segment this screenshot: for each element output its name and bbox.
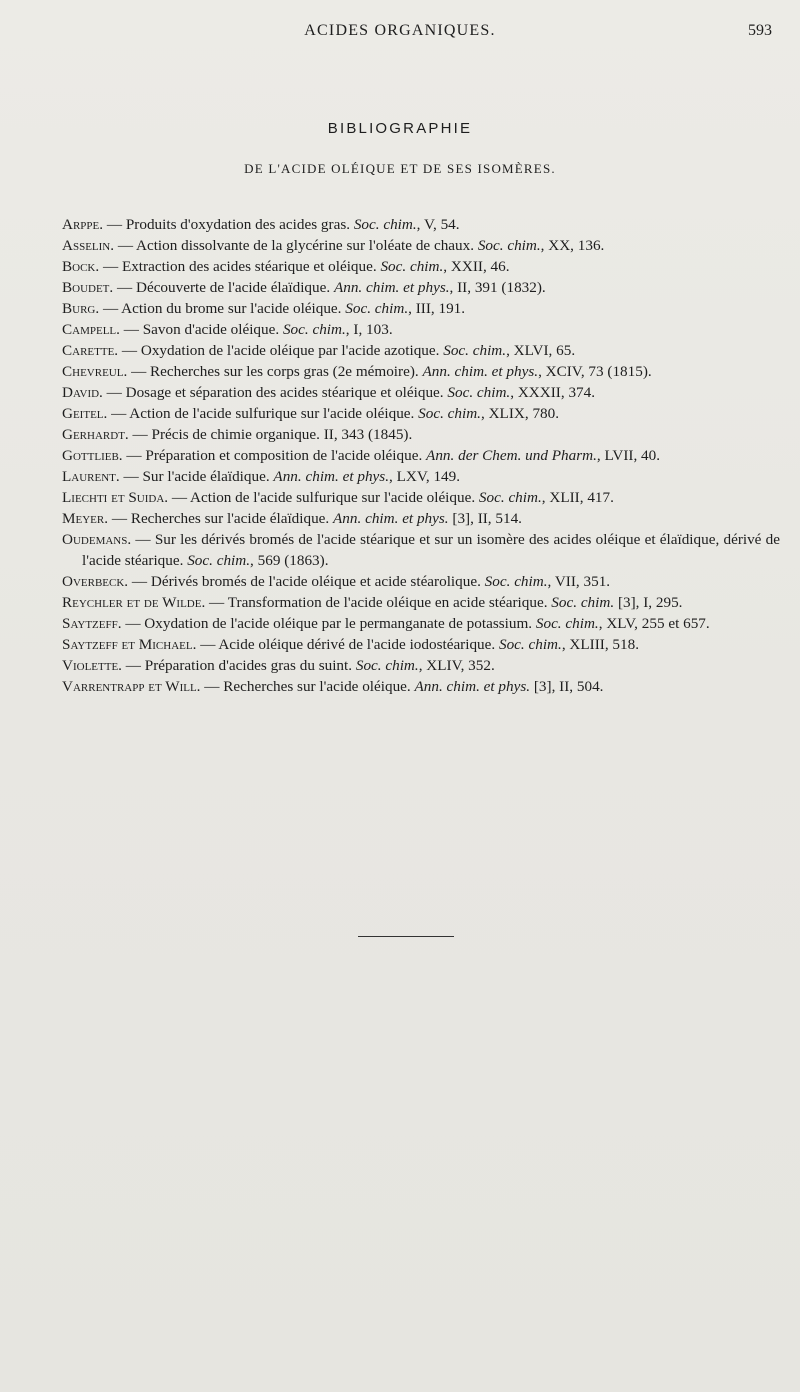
entry-separator: — [99, 258, 122, 275]
bibliography-entry [62, 571, 780, 592]
section-subtitle: DE L'ACIDE OLÉIQUE ET DE SES ISOMÈRES. [244, 161, 556, 176]
entry-author: Asselin. [62, 237, 115, 254]
entry-separator: — [108, 510, 131, 527]
entry-journal: Soc. chim. [443, 342, 507, 359]
entry-reference: , I, 103. [345, 321, 393, 338]
entry-journal: Ann. chim. et phys. [414, 678, 531, 695]
entry-reference: , XCIV, 73 (1815). [538, 363, 652, 380]
entry-reference: , III, 191. [408, 300, 466, 317]
bibliography-entry [62, 424, 780, 445]
entry-separator: — [127, 363, 151, 380]
entry-text: Action du brome sur l'acide oléique. [121, 300, 346, 317]
entry-separator: — [107, 405, 130, 422]
entry-reference: [3], II, 504. [530, 678, 604, 695]
entry-text: Acide oléique dérivé de l'acide iodostéarique. [218, 636, 499, 653]
entry-journal: Ann. der Chem. und Pharm. [426, 447, 597, 464]
closing-rule [358, 936, 454, 937]
entry-separator: — [99, 300, 122, 317]
entry-separator: — [102, 384, 126, 401]
entry-reference: , XLIX, 780. [480, 405, 560, 422]
entry-author: Saytzeff. [62, 615, 122, 632]
entry-reference: , XLIII, 518. [561, 636, 640, 653]
bibliography-entry [62, 235, 780, 256]
entry-reference: , VII, 351. [547, 573, 611, 590]
entry-separator: — [122, 447, 146, 464]
entry-author: Chevreul. [62, 363, 128, 380]
entry-journal: Soc. chim. [484, 573, 548, 590]
entry-separator: — [103, 216, 126, 233]
entry-journal: Soc. chim. [447, 384, 511, 401]
entry-reference: , XX, 136. [540, 237, 605, 254]
entry-reference: , XXII, 46. [443, 258, 510, 275]
entry-journal: Soc. chim. [282, 321, 346, 338]
bibliography-entry [62, 319, 780, 340]
entry-journal: Ann. chim. et phys. [422, 363, 539, 380]
bibliography-entry [62, 445, 780, 466]
bibliography-entry [62, 298, 780, 319]
entry-text: Oxydation de l'acide oléique par le permanganate de potassium. [144, 615, 536, 632]
bibliography-entry [62, 277, 780, 298]
entry-separator: — [131, 531, 155, 548]
entry-author: Gerhardt. [62, 426, 129, 443]
entry-author: Arppe. [62, 216, 104, 233]
entry-text: Oxydation de l'acide oléique par l'acide azotique. [140, 342, 444, 359]
bibliography-entry [62, 340, 780, 361]
entry-reference: , XXXII, 374. [510, 384, 596, 401]
entry-journal: Soc. chim. [418, 405, 481, 422]
entry-journal: Soc. chim. [498, 636, 562, 653]
entry-reference: [3], II, 514. [448, 510, 522, 527]
entry-journal: Soc. chim. [535, 615, 599, 632]
entry-author: Gottlieb. [62, 447, 123, 464]
entry-author: Campell. [62, 321, 120, 338]
entry-author: David. [62, 384, 103, 401]
entry-reference: , LVII, 40. [596, 447, 661, 464]
entry-text: Précis de chimie organique. II, 343 (1845). [151, 426, 413, 443]
entry-reference: , V, 54. [416, 216, 460, 233]
entry-journal: Soc. chim. [380, 258, 444, 275]
entry-journal: Ann. chim. et phys. [273, 468, 389, 485]
entry-author: Geitel. [62, 405, 108, 422]
entry-text: Découverte de l'acide élaïdique. [135, 279, 334, 296]
entry-text: Préparation d'acides gras du suint. [144, 657, 356, 674]
entry-text: Produits d'oxydation des acides gras. [125, 216, 354, 233]
entry-author: Oudemans. [62, 531, 132, 548]
running-head [0, 22, 800, 46]
entry-reference: , XLIV, 352. [418, 657, 495, 674]
entry-journal: Soc. chim. [345, 300, 409, 317]
entry-journal: Soc. chim. [355, 657, 419, 674]
entry-author: Burg. [62, 300, 100, 317]
entry-reference: [3], I, 295. [614, 594, 683, 611]
entry-text: Préparation et composition de l'acide oléique. [145, 447, 427, 464]
entry-text: Recherches sur l'acide élaïdique. [130, 510, 334, 527]
entry-journal: Ann. chim. et phys. [333, 279, 450, 296]
entry-separator: — [128, 426, 152, 443]
entry-separator: — [196, 636, 219, 653]
entry-author: Saytzeff et Michael. [62, 636, 197, 653]
entry-reference: , XLV, 255 et 657. [598, 615, 710, 632]
entry-text: Action de l'acide sulfurique sur l'acide oléique. [129, 405, 419, 422]
entry-author: Overbeck. [62, 573, 129, 590]
entry-journal: Soc. chim. [477, 237, 541, 254]
entry-author: Boudet. [62, 279, 114, 296]
entry-text: Sur les dérivés bromés de l'acide stéarique et sur un isomère des acides oléique et élaïdique, dérivé de l'acide stéarique. [82, 531, 781, 569]
entry-journal: Soc. chim. [187, 552, 251, 569]
entry-text: Extraction des acides stéarique et oléique. [121, 258, 381, 275]
entry-text: Recherches sur les corps gras (2e mémoire). [150, 363, 423, 380]
entry-reference: , XLII, 417. [541, 489, 614, 506]
entry-text: Savon d'acide oléique. [142, 321, 283, 338]
bibliography-entry [62, 361, 780, 382]
entry-separator: — [119, 321, 143, 338]
entry-text: Action de l'acide sulfurique sur l'acide oléique. [190, 489, 479, 506]
entry-separator: — [119, 468, 143, 485]
entry-author: Laurent. [62, 468, 120, 485]
bibliography-list [62, 214, 780, 697]
entry-text: Action dissolvante de la glycérine sur l'oléate de chaux. [136, 237, 478, 254]
bibliography-entry [62, 382, 780, 403]
entry-separator: — [121, 657, 145, 674]
entry-reference: , 569 (1863). [250, 552, 329, 569]
bibliography-entry [62, 256, 780, 277]
section-title: BIBLIOGRAPHIE [327, 120, 473, 137]
entry-author: Violette. [62, 657, 122, 674]
bibliography-entry [62, 529, 780, 571]
bibliography-entry [62, 613, 780, 634]
bibliography-entry [62, 655, 780, 676]
entry-author: Reychler et de Wilde. [62, 594, 206, 611]
entry-reference: , LXV, 149. [389, 468, 461, 485]
entry-author: Carette. [62, 342, 119, 359]
entry-separator: — [121, 615, 145, 632]
bibliography-entry [62, 466, 780, 487]
entry-author: Bock. [62, 258, 100, 275]
bibliography-entry [62, 214, 780, 235]
bibliography-entry [62, 676, 780, 697]
entry-reference: , II, 391 (1832). [449, 279, 546, 296]
page-number: 593 [748, 22, 772, 39]
entry-reference: , XLVI, 65. [506, 342, 576, 359]
bibliography-entry [62, 508, 780, 529]
entry-journal: Soc. chim. [353, 216, 417, 233]
entry-journal: Soc. chim. [551, 594, 615, 611]
entry-author: Varrentrapp et Will. [62, 678, 201, 695]
entry-journal: Soc. chim. [478, 489, 542, 506]
entry-separator: — [113, 279, 136, 296]
bibliography-entry [62, 403, 780, 424]
entry-author: Meyer. [62, 510, 109, 527]
entry-separator: — [168, 489, 191, 506]
entry-separator: — [118, 342, 141, 359]
entry-text: Sur l'acide élaïdique. [142, 468, 274, 485]
entry-separator: — [200, 678, 224, 695]
bibliography-entry [62, 634, 780, 655]
entry-text: Dosage et séparation des acides stéarique et oléique. [125, 384, 448, 401]
bibliography-entry [62, 592, 780, 613]
entry-author: Liechti et Suida. [62, 489, 169, 506]
entry-separator: — [114, 237, 136, 254]
entry-separator: — [205, 594, 228, 611]
entry-text: Dérivés bromés de l'acide oléique et acide stéarolique. [150, 573, 485, 590]
entry-journal: Ann. chim. et phys. [333, 510, 449, 527]
entry-text: Recherches sur l'acide oléique. [223, 678, 415, 695]
entry-separator: — [128, 573, 151, 590]
entry-text: Transformation de l'acide oléique en acide stéarique. [227, 594, 552, 611]
bibliography-entry [62, 487, 780, 508]
running-title: ACIDES ORGANIQUES. [304, 22, 496, 39]
